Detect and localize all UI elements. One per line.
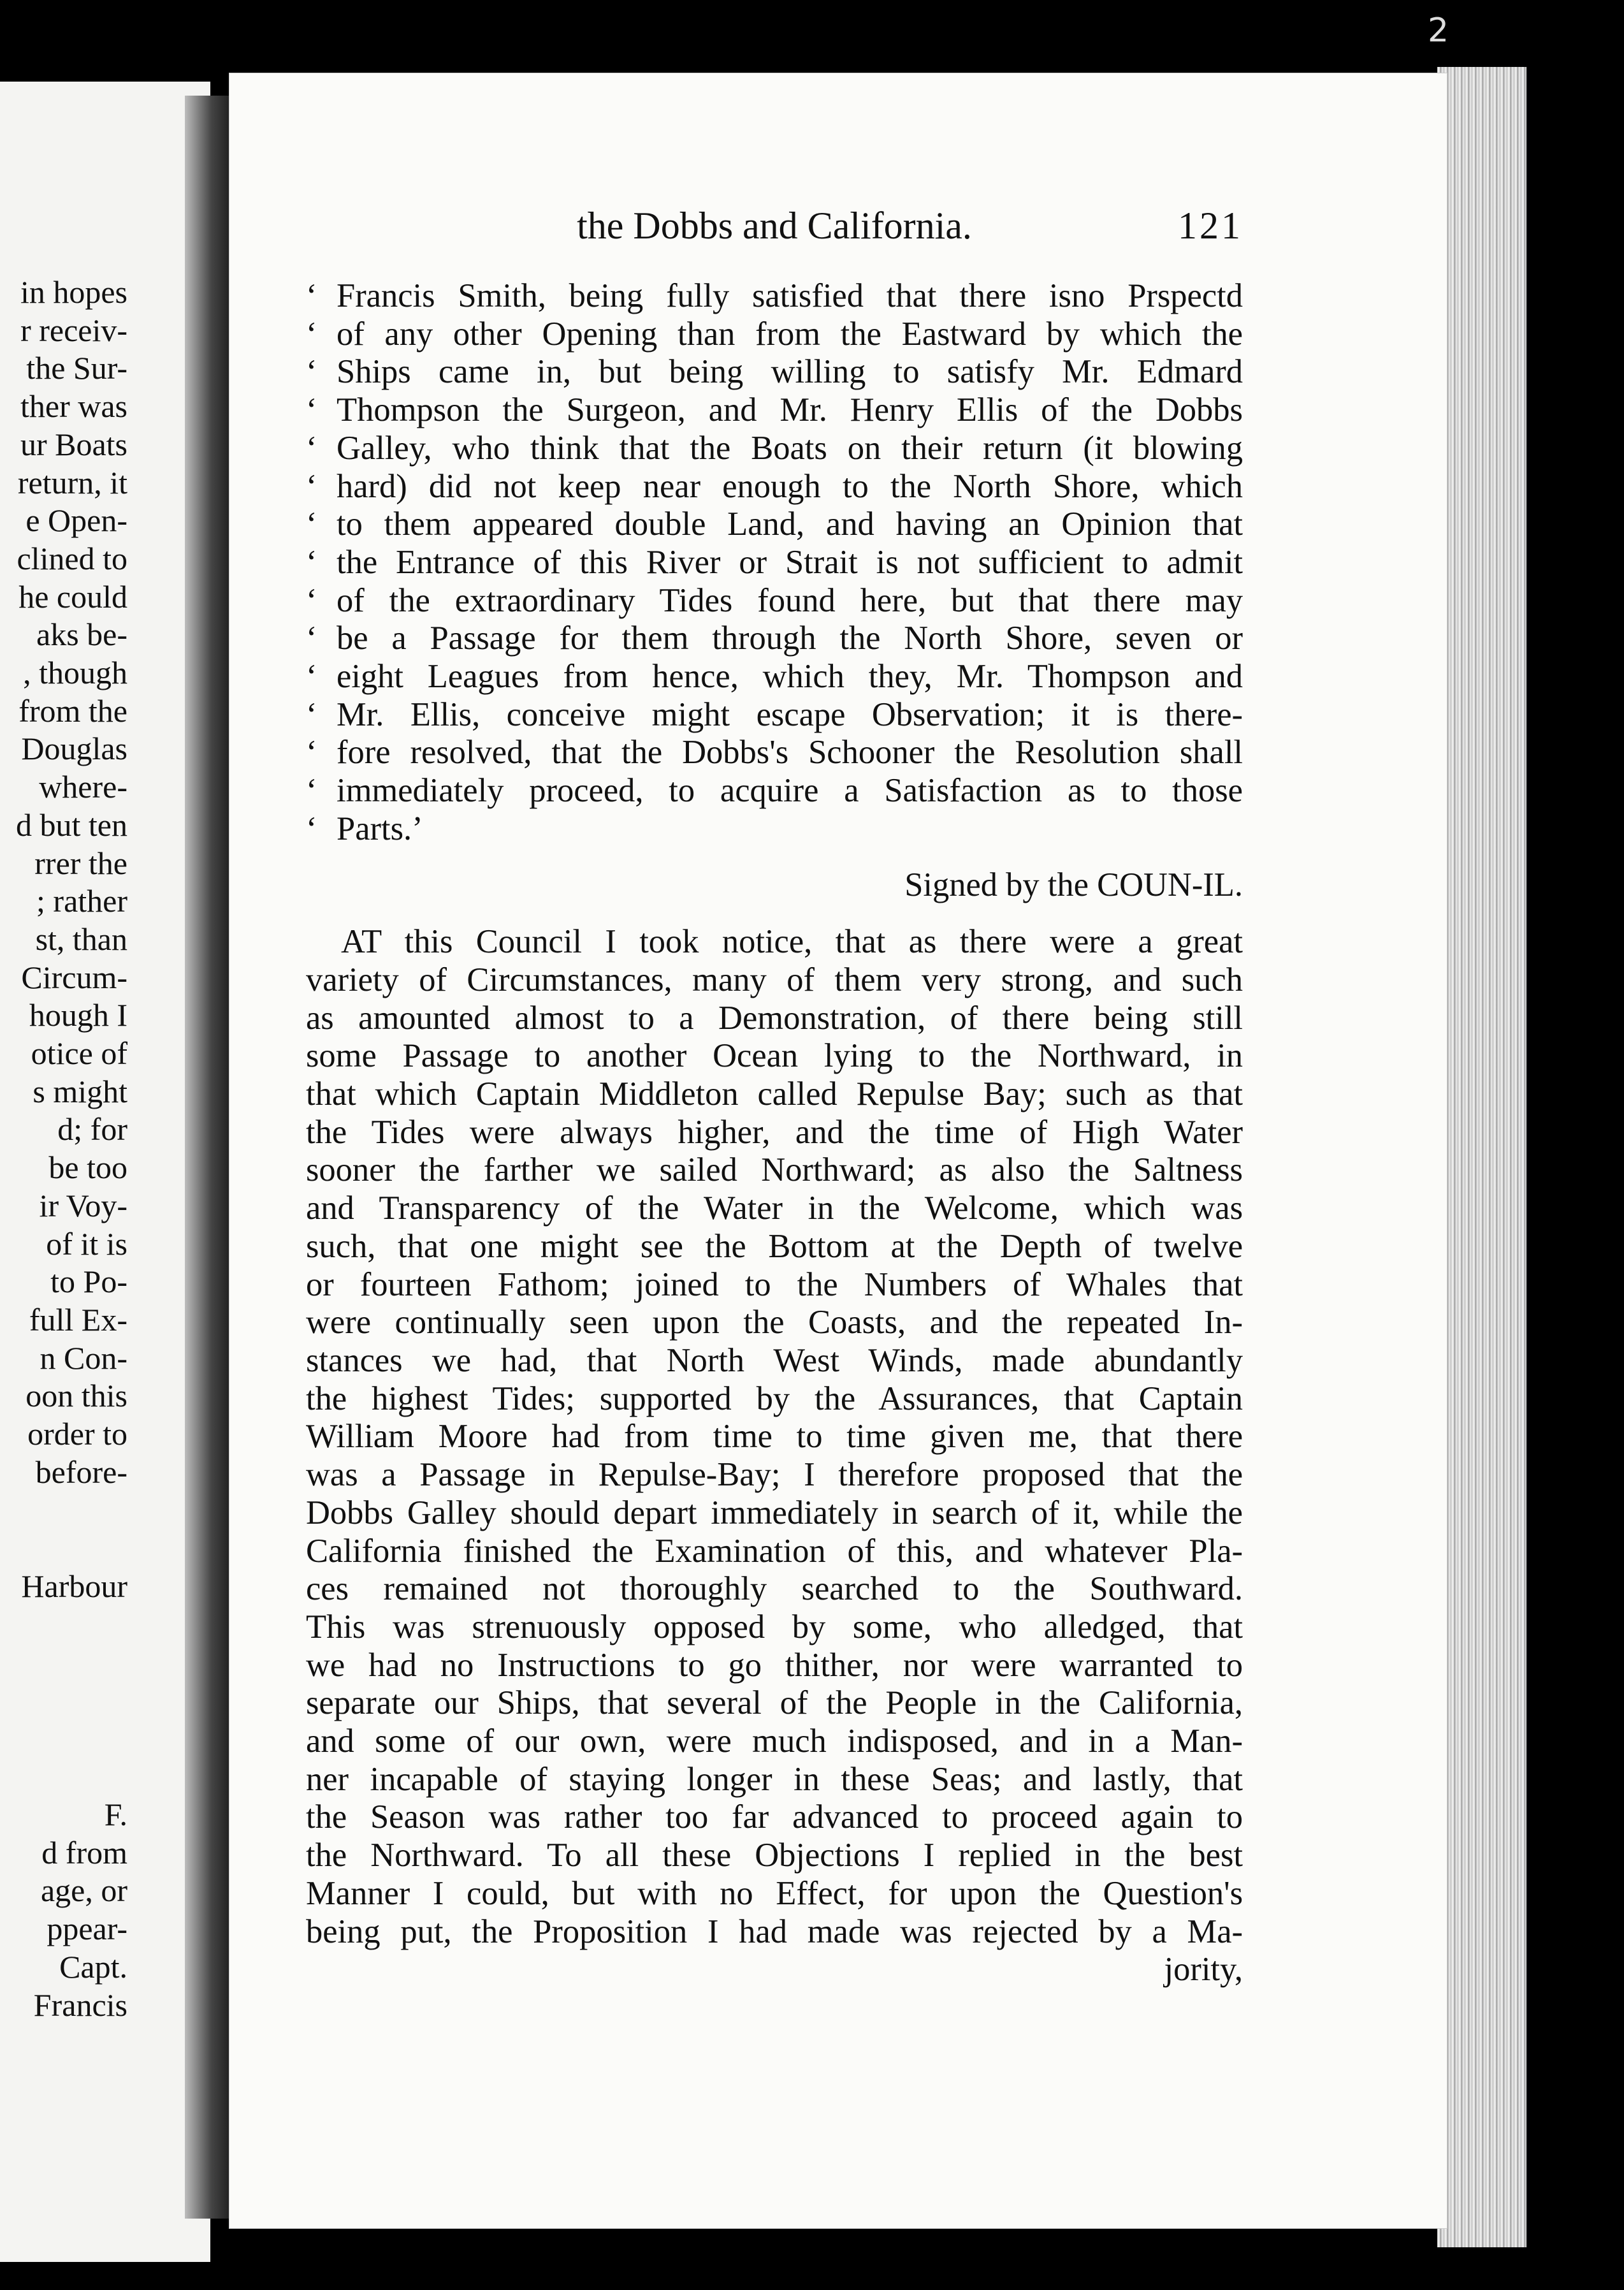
left-page-line: rrer the [34, 845, 127, 881]
quote-line-text: fore resolved, that the Dobbs's Schooner the Resolution shall [337, 734, 1243, 771]
paragraph-line: was a Passage in Repulse-Bay; I therefore proposed that the [306, 1456, 1243, 1494]
page-edges [1437, 67, 1526, 2247]
left-page-line: of it is [46, 1225, 127, 1262]
page-number: 121 [1178, 205, 1243, 247]
left-page-line: ir Voy- [39, 1187, 127, 1223]
paragraph-line: and Transparency of the Water in the Welcome, which was [306, 1190, 1243, 1227]
paragraph-line: separate our Ships, that several of the People in the California, [306, 1684, 1243, 1722]
paragraph-line: ces remained not thoroughly searched to the Southward. [306, 1570, 1243, 1608]
quote-mark: ‘ [306, 543, 317, 581]
quote-line-text: Thompson the Surgeon, and Mr. Henry Ellis of the Dobbs [337, 391, 1243, 429]
paragraph-line: California finished the Examination of this, and whatever Pla- [306, 1532, 1243, 1570]
council-resolution-quote [306, 277, 1243, 849]
left-page-line: e Open- [25, 502, 127, 539]
quote-line [306, 468, 1243, 506]
quote-line [306, 391, 1243, 430]
quote-line-text: Ships came in, but being willing to satisfy Mr. Edmard [337, 353, 1243, 391]
left-page-line: hough I [29, 997, 127, 1033]
left-page-line: clined to [17, 540, 127, 576]
left-page-line: d from [41, 1834, 127, 1871]
quote-line [306, 696, 1243, 734]
paragraph-line: being put, the Proposition I had made was rejected by a Ma- [306, 1913, 1243, 1950]
main-page [229, 73, 1447, 2228]
quote-line-text: to them appeared double Land, and having an Opinion that [337, 506, 1243, 543]
quote-mark: ‘ [306, 467, 317, 505]
quote-line [306, 430, 1243, 468]
quote-mark: ‘ [306, 658, 317, 696]
paragraph-line: some Passage to another Ocean lying to the Northward, in [306, 1037, 1243, 1075]
quote-line-text: immediately proceed, to acquire a Satisfaction as to those [337, 772, 1243, 810]
paragraph-line: Dobbs Galley should depart immediately in search of it, while the [306, 1494, 1243, 1531]
quote-mark: ‘ [306, 620, 317, 657]
corner-mark: 2 [1428, 11, 1449, 50]
paragraph-line: the highest Tides; supported by the Assurances, that Captain [306, 1380, 1243, 1417]
paragraph-line: ner incapable of staying longer in these Seas; and lastly, that [306, 1760, 1243, 1798]
quote-line-text: of any other Opening than from the Eastward by which the [337, 315, 1243, 353]
left-page-line: s might [33, 1073, 127, 1109]
running-header [306, 207, 1243, 277]
page-content [306, 207, 1243, 1989]
left-page-line: be too [48, 1149, 127, 1186]
quote-mark: ‘ [306, 277, 317, 314]
left-page-line: to Po- [50, 1264, 127, 1300]
quote-line [306, 582, 1243, 620]
paragraph-line: and some of our own, were much indisposed, and in a Man- [306, 1723, 1243, 1760]
quote-mark: ‘ [306, 581, 317, 619]
left-page-line: he could [18, 578, 127, 615]
paragraph-line: Manner I could, but with no Effect, for upon the Question's [306, 1874, 1243, 1912]
paragraph-line: variety of Circumstances, many of them very strong, and such [306, 961, 1243, 998]
left-page-line: ppear- [47, 1911, 127, 1947]
left-page-line: otice of [31, 1035, 127, 1071]
quote-line-text: hard) did not keep near enough to the North Shore, which [337, 467, 1243, 505]
quote-mark: ‘ [306, 506, 317, 543]
quote-mark: ‘ [306, 429, 317, 467]
left-page-line: where- [39, 769, 127, 805]
quote-line [306, 316, 1243, 354]
paragraph-line: the Season was rather too far advanced to proceed again to [306, 1798, 1243, 1836]
quote-mark: ‘ [306, 315, 317, 353]
left-page-line: Circum- [21, 959, 127, 995]
paragraph-line: as amounted almost to a Demonstration, of there being still [306, 999, 1243, 1037]
signature-line: Signed by the COUN-IL. [904, 866, 1243, 903]
paragraph-line: AT this Council I took notice, that as there were a great [341, 923, 1243, 961]
paragraph-line: such, that one might see the Bottom at the Depth of twelve [306, 1227, 1243, 1265]
quote-mark: ‘ [306, 810, 317, 847]
quote-mark: ‘ [306, 391, 317, 429]
left-page-line: the Sur- [26, 350, 127, 386]
paragraph-line: William Moore had from time to time given me, that there [306, 1418, 1243, 1455]
left-page-line: order to [27, 1416, 127, 1452]
left-page-line: Francis [33, 1987, 127, 2023]
paragraph-line: sooner the farther we sailed Northward; as also the Saltness [306, 1151, 1243, 1189]
paragraph-line: jority, [1164, 1951, 1243, 1988]
paragraph-line: that which Captain Middleton called Repulse Bay; such as that [306, 1076, 1243, 1113]
quote-line [306, 277, 1243, 316]
left-page-line: in hopes [20, 274, 127, 310]
quote-line [306, 506, 1243, 544]
left-page-line: F. [104, 1797, 127, 1832]
left-page-line: Capt. [59, 1948, 127, 1985]
quote-line-text: Francis Smith, being fully satisfied that there isno Prspectd [337, 277, 1243, 314]
quote-line-text: the Entrance of this River or Strait is not sufficient to admit [337, 543, 1243, 581]
paragraph-line: we had no Instructions to go thither, nor were warranted to [306, 1646, 1243, 1684]
left-page-line: st, than [35, 921, 127, 957]
left-page-fragment [0, 82, 210, 2262]
left-page-line: n Con- [40, 1339, 127, 1376]
left-page-line: aks be- [36, 616, 127, 653]
quote-line [306, 658, 1243, 696]
left-page-line: d; for [57, 1111, 127, 1148]
quote-line-text: eight Leagues from hence, which they, Mr. Thompson and [337, 658, 1243, 696]
left-page-line: ur Boats [20, 426, 127, 462]
quote-line [306, 810, 1243, 849]
left-page-line: return, it [17, 464, 127, 500]
quote-line-text: Galley, who think that the Boats on their return (it blowing [337, 429, 1243, 467]
paragraph-line: were continually seen upon the Coasts, and the repeated In- [306, 1304, 1243, 1341]
paragraph-line: stances we had, that North West Winds, made abundantly [306, 1341, 1243, 1379]
quote-line-text: of the extraordinary Tides found here, but that there may [337, 581, 1243, 619]
quote-line-text: Parts.’ [337, 810, 423, 847]
left-page-line: ; rather [36, 883, 127, 919]
left-page-line: d but ten [16, 806, 127, 843]
left-page-line: age, or [40, 1872, 127, 1909]
left-page-line: r receiv- [20, 312, 127, 348]
quote-line [306, 544, 1243, 582]
quote-mark: ‘ [306, 696, 317, 733]
quote-line-text: Mr. Ellis, conceive might escape Observation; it is there- [337, 696, 1243, 733]
narrative-paragraph [306, 923, 1243, 1989]
quote-mark: ‘ [306, 734, 317, 771]
running-title: the Dobbs and California. [577, 205, 972, 247]
quote-line-text: be a Passage for them through the North Shore, seven or [337, 620, 1243, 657]
left-page-line: from the [18, 692, 127, 729]
paragraph-line: the Northward. To all these Objections I replied in the best [306, 1837, 1243, 1874]
quote-line [306, 734, 1243, 772]
book-gutter [185, 96, 229, 2219]
paragraph-line: or fourteen Fathom; joined to the Numbers of Whales that [306, 1265, 1243, 1303]
quote-mark: ‘ [306, 353, 317, 391]
quote-line [306, 772, 1243, 810]
left-page-line: Douglas [21, 731, 127, 767]
quote-line [306, 353, 1243, 391]
left-page-line: before- [35, 1454, 127, 1490]
left-page-line: , though [23, 655, 127, 690]
left-page-line: ther was [20, 388, 127, 425]
paragraph-line: This was strenuously opposed by some, who alledged, that [306, 1608, 1243, 1645]
paragraph-line: the Tides were always higher, and the time of High Water [306, 1113, 1243, 1151]
left-page-line: full Ex- [29, 1301, 127, 1338]
left-page-line: Harbour [21, 1568, 127, 1604]
left-page-line: oon this [25, 1378, 127, 1414]
quote-line [306, 620, 1243, 658]
quote-mark: ‘ [306, 772, 317, 810]
